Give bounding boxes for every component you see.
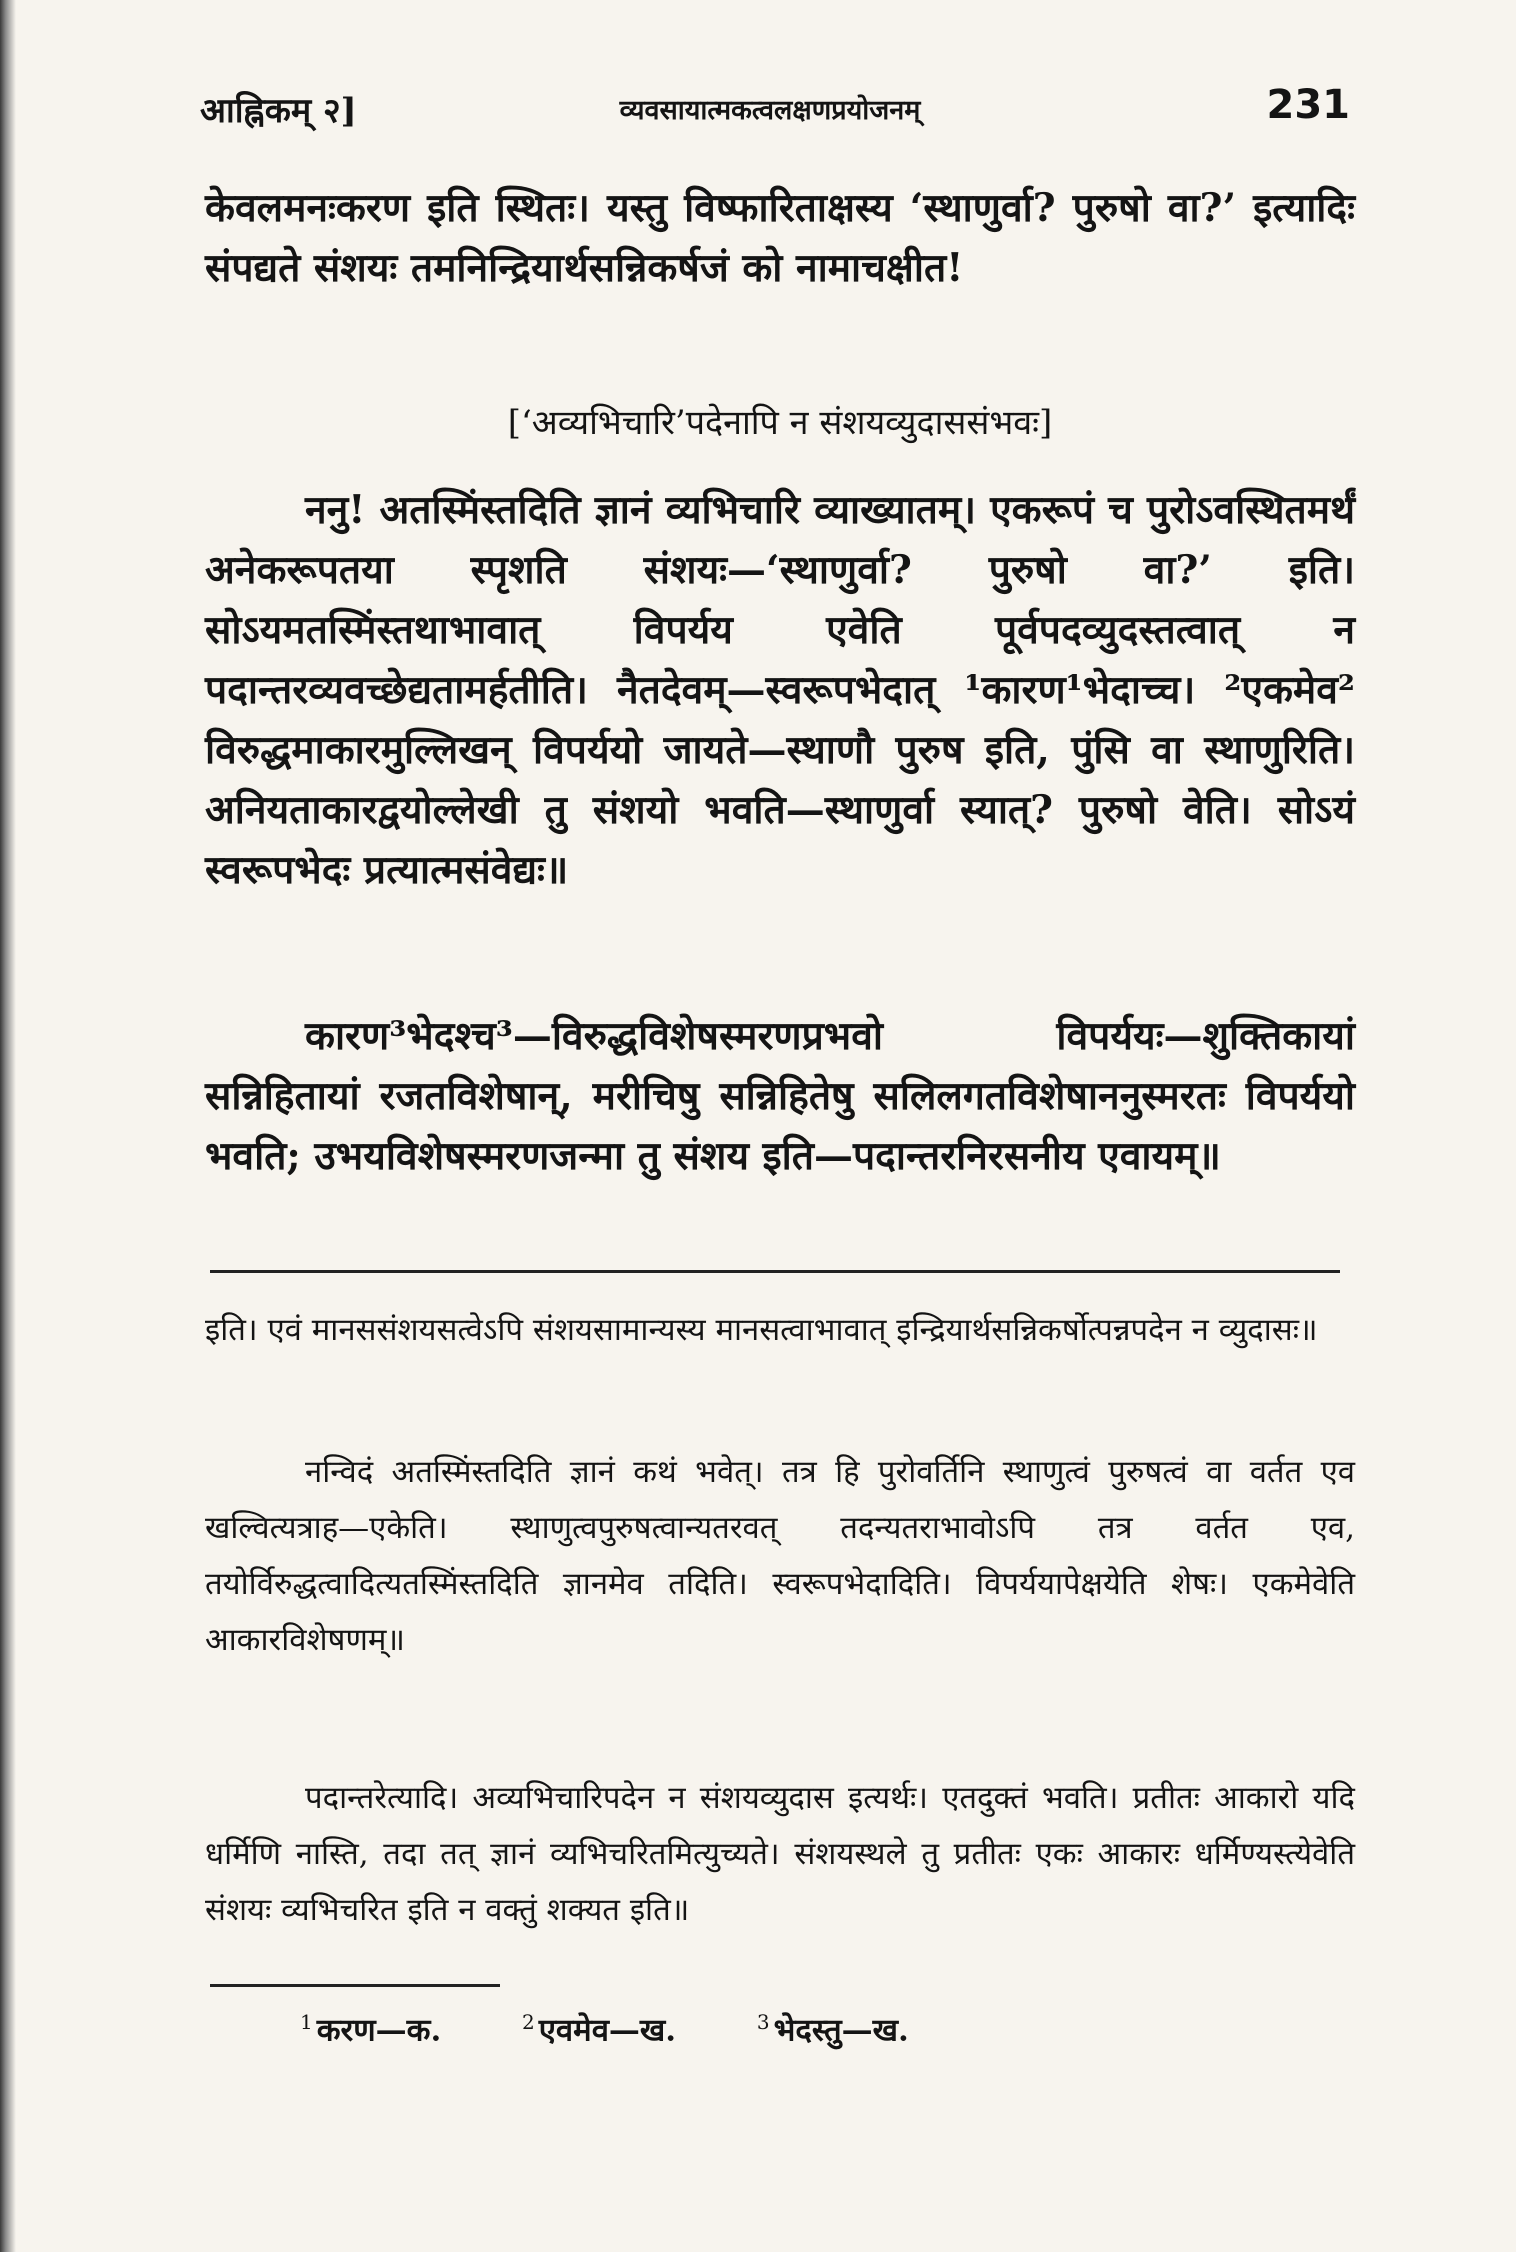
main-text-paragraph-3: कारण³भेदश्च³—विरुद्धविशेषस्मरणप्रभवो विपर्ययः—शुक्तिकायां सन्निहितायां रजतविशेषान्, मरीचिषु सन्निहितेषु सलिलगतविशेषाननुस्मरतः विपर्ययो भवति; उभयविशेषस्मरणजन्मा तु संशय इति—पदान्तरनिरसनीय एवायम्॥: [205, 1013, 1355, 1179]
footnote-mark: 2: [522, 2010, 535, 2034]
running-head: [200, 82, 1350, 142]
footnote-text: भेदस्तु—ख.: [773, 2012, 909, 2049]
section-title: व्यवसायात्मकत्वलक्षणप्रयोजनम्: [619, 95, 921, 126]
footnotes: [300, 1996, 1300, 2056]
page-number: 231: [1266, 82, 1350, 128]
chapter-label: आह्निकम् २]: [200, 91, 357, 131]
footnote-text: करण—क.: [316, 2012, 442, 2049]
footnote-1: [300, 1996, 441, 2056]
footnote-text: एवमेव—ख.: [538, 2012, 677, 2049]
commentary-paragraph-2: नन्विदं अतस्मिंस्तदिति ज्ञानं कथं भवेत्। तत्र हि पुरोवर्तिनि स्थाणुत्वं पुरुषत्वं वा वर्तत एव खल्वित्यत्राह—एकेति। स्थाणुत्वपुरुषत्वान्यतरवत् तदन्यतराभावोऽपि तत्र वर्तत एव, तयोर्विरुद्धत्वादित्यतस्मिंस्तदिति ज्ञानमेव तदिति। स्वरूपभेदादिति। विपर्ययापेक्षयेति शेषः। एकमेवेति आकारविशेषणम्॥: [205, 1454, 1355, 1658]
footnote-mark: 3: [756, 2010, 770, 2034]
commentary-divider: [210, 1270, 1340, 1273]
footnote-2: [522, 1996, 676, 2056]
main-text-paragraph-1: केवलमनःकरण इति स्थितः। यस्तु विष्फारिताक्षस्य ‘स्थाणुर्वा? पुरुषो वा?’ इत्यादिः संपद्यते संशयः तमनिन्द्रियार्थसन्निकर्षजं को नामाचक्षीत!: [205, 185, 1355, 291]
footnote-mark: 1: [300, 2010, 313, 2034]
main-text-paragraph-2: ननु! अतस्मिंस्तदिति ज्ञानं व्यभिचारि व्याख्यातम्। एकरूपं च पुरोऽवस्थितमर्थं अनेकरूपतया स्पृशति संशयः—‘स्थाणुर्वा? पुरुषो वा?’ इति। सोऽयमतस्मिंस्तथाभावात् विपर्यय एवेति पूर्वपदव्युदस्तत्वात् न पदान्तरव्यवच्छेद्यतामर्हतीति। नैतदेवम्—स्वरूपभेदात् ¹कारण¹भेदाच्च। ²एकमेव² विरुद्धमाकारमुल्लिखन् विपर्ययो जायते—स्थाणौ पुरुष इति, पुंसि वा स्थाणुरिति। अनियताकारद्वयोल्लेखी तु संशयो भवति—स्थाणुर्वा स्यात्? पुरुषो वेति। सोऽयं स्वरूपभेदः प्रत्यात्मसंवेद्यः॥: [205, 487, 1355, 893]
commentary-paragraph-1: इति। एवं मानससंशयसत्वेऽपि संशयसामान्यस्य मानसत्वाभावात् इन्द्रियार्थसन्निकर्षोत्पन्नपदेन न व्युदासः॥: [205, 1312, 1318, 1348]
footnote-divider: [210, 1984, 500, 1987]
footnote-3: [757, 1996, 909, 2056]
page-binding-edge: [0, 0, 16, 2252]
section-subheading: [‘अव्यभिचारि’पदेनापि न संशयव्युदाससंभवः]: [507, 403, 1053, 443]
commentary-paragraph-3: पदान्तरेत्यादि। अव्यभिचारिपदेन न संशयव्युदास इत्यर्थः। एतदुक्तं भवति। प्रतीतः आकारो यदि धर्मिणि नास्ति, तदा तत् ज्ञानं व्यभिचरितमित्युच्यते। संशयस्थले तु प्रतीतः एकः आकारः धर्मिण्यस्त्येवेति संशयः व्यभिचरित इति न वक्तुं शक्यत इति॥: [205, 1780, 1355, 1928]
